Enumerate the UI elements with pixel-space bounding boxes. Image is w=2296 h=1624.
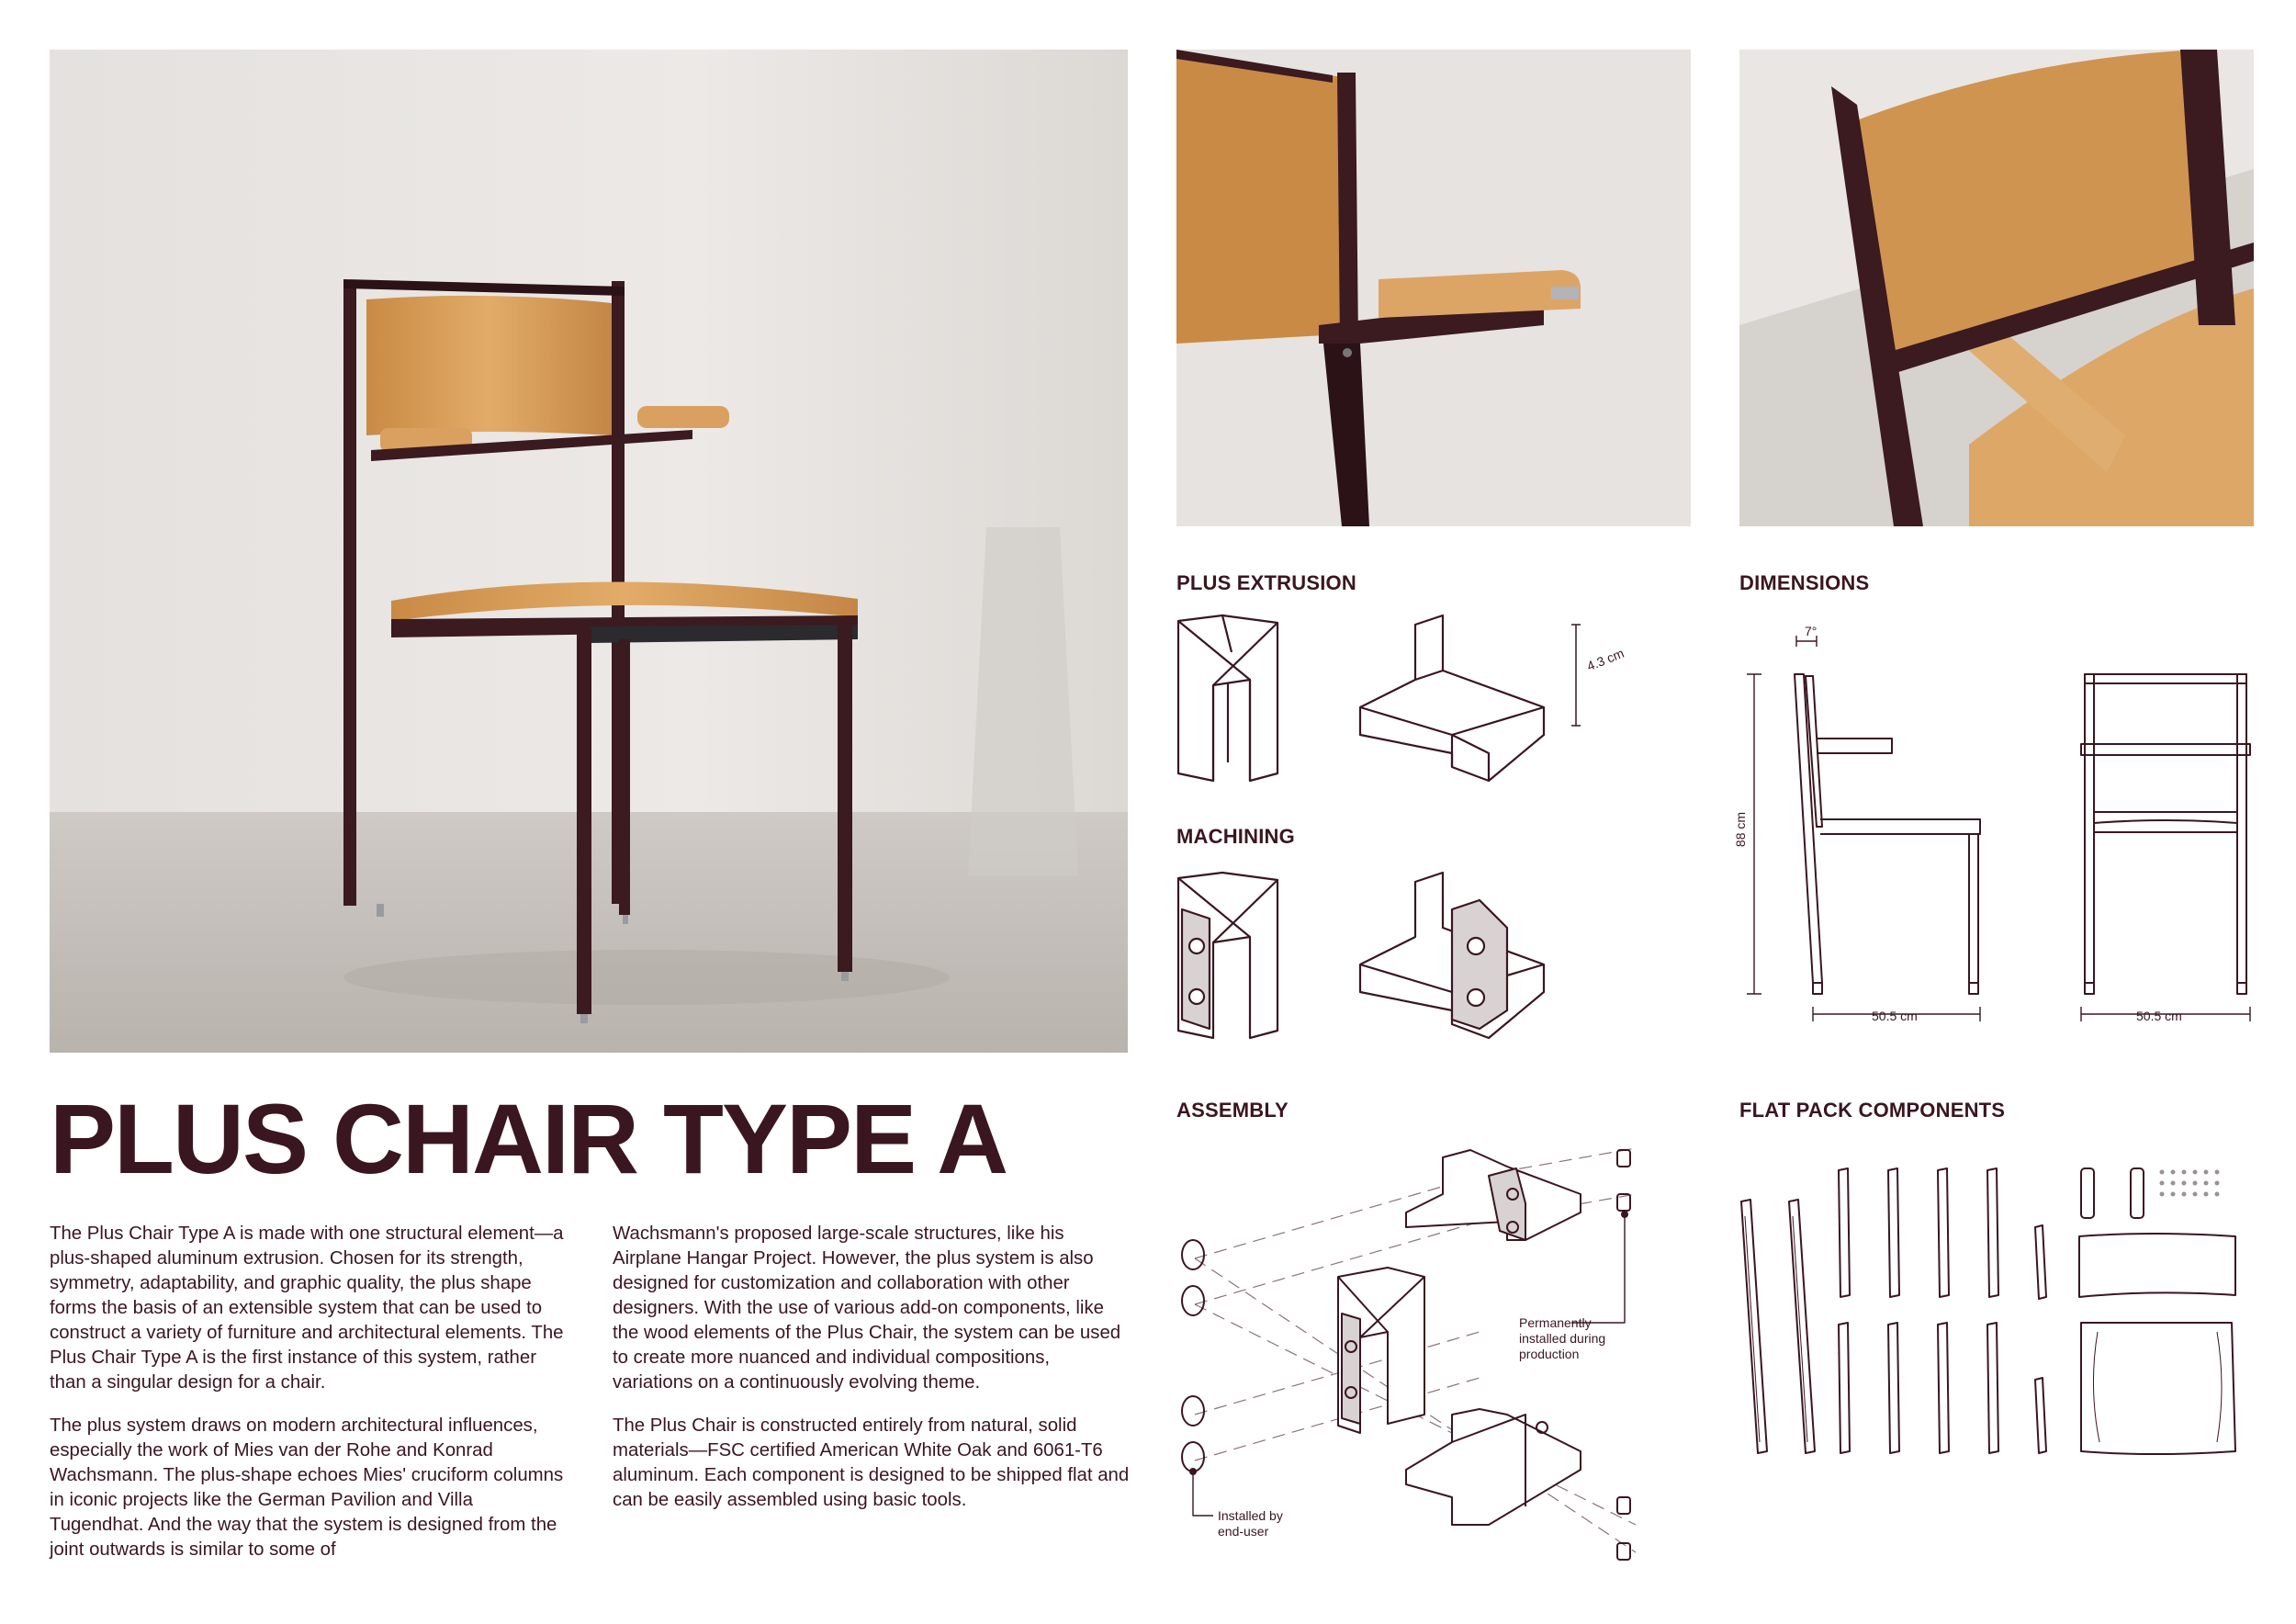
profile-dimension: 4.3 cm: [1584, 645, 1626, 674]
dimensions-diagram: [1739, 615, 2254, 1047]
body-column-right: [613, 1222, 1131, 1531]
body-column-left: [50, 1222, 568, 1581]
flat-pack-components-diagram: [1739, 1167, 2254, 1460]
dimensions-label: DIMENSIONS: [1739, 571, 1870, 594]
machining-label: MACHINING: [1176, 825, 1295, 848]
flat-pack-components-label: FLAT PACK COMPONENTS: [1739, 1099, 2006, 1122]
paragraph-2: The plus system draws on modern architectural influences, especially the work of Mies van der Rohe and Konrad Wachsmann. The plus-shape echoes Mies' cruciform columns in iconic projects like the German Pavilion and Villa Tugendhat. And the way that the system is designed from the joint outwards is similar to some of: [50, 1415, 564, 1560]
paragraph-3: Wachsmann's proposed large-scale structures, like his Airplane Hangar Project. However, the plus system is also designed for customization and collaboration with other designers. With the use of various add-on components, like the wood elements of the Plus Chair, the system can be used to create more nuanced and individual compositions, variations on a continuously evolving theme.: [613, 1224, 1121, 1393]
height-dimension: 88 cm: [1733, 811, 1749, 848]
production-note: Permanently installed during production: [1519, 1315, 1606, 1361]
angle-dimension: 7°: [1805, 624, 1818, 638]
assembly-label: ASSEMBLY: [1176, 1099, 1289, 1122]
plus-extrusion-label: PLUS EXTRUSION: [1176, 571, 1356, 594]
armrest-joint-detail-photo: [1176, 50, 1691, 526]
end-user-note: Installed by end-user: [1218, 1508, 1283, 1539]
page-title: PLUS CHAIR TYPE A: [50, 1083, 1007, 1194]
paragraph-4: The Plus Chair is constructed entirely from natural, solid materials—FSC certified American White Oak and 6061-T6 aluminum. Each component is designed to be shipped flat and can be easily assembled using basic tools.: [613, 1415, 1130, 1510]
side-width-dimension: 50.5 cm: [1872, 1009, 1918, 1023]
machining-diagram: [1176, 873, 1654, 1047]
paragraph-1: The Plus Chair Type A is made with one structural element—a plus-shaped aluminum extrusion. Chosen for its strength, symmetry, adaptability, and graphic quality, the plus shape forms the basis of an extensible system that can be used to construct a variety of furniture and architectural elements. The Plus Chair Type A is the first instance of this system, rather than a singular design for a chair.: [50, 1224, 564, 1393]
seat-armrest-detail-photo: [1739, 50, 2254, 526]
front-width-dimension: 50.5 cm: [2136, 1009, 2182, 1023]
plus-extrusion-diagram: [1176, 615, 1654, 790]
chair-render-photo: [50, 50, 1128, 1053]
